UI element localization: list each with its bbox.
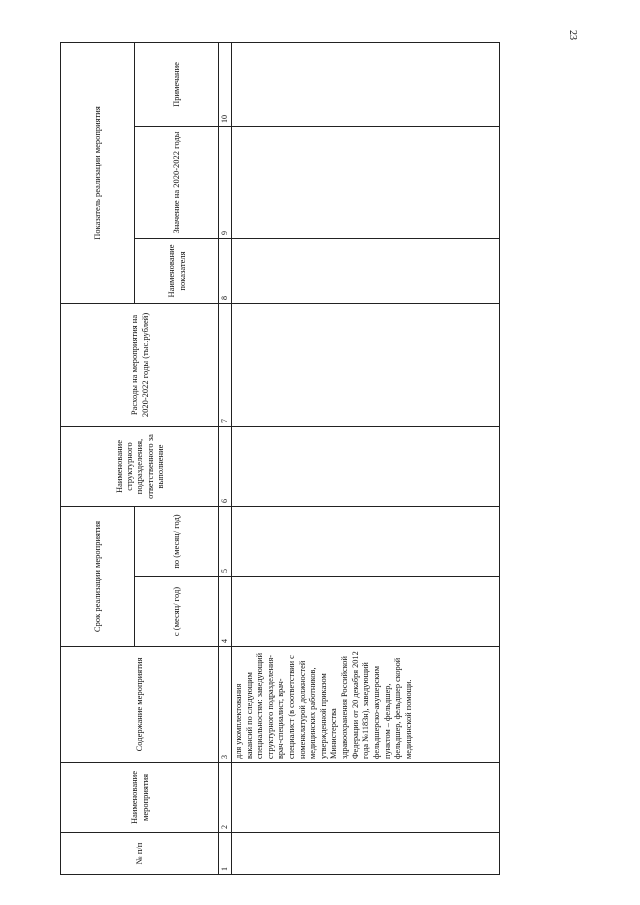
- table-wrapper: [60, 43, 500, 875]
- header-period-to: по (месяц/ год): [135, 507, 219, 577]
- header-row-1: [61, 43, 135, 875]
- cell-department: [232, 427, 500, 507]
- col-number: 3: [219, 647, 232, 763]
- cell-name: [232, 763, 500, 833]
- events-table: [60, 42, 500, 875]
- cell-from: [232, 577, 500, 647]
- cell-num: [232, 833, 500, 875]
- col-number: 10: [219, 43, 232, 127]
- col-number: 4: [219, 577, 232, 647]
- cell-note: [232, 43, 500, 127]
- col-number: 5: [219, 507, 232, 577]
- col-number: 6: [219, 427, 232, 507]
- header-department: Наименование структурного подразделения, ответственного за выполнение: [61, 427, 219, 507]
- header-period-from: с (месяц/ год): [135, 577, 219, 647]
- header-content: Содержание мероприятия: [61, 647, 219, 763]
- header-num: № п/п: [61, 833, 219, 875]
- col-number: 8: [219, 239, 232, 304]
- header-period: Срок реализации мероприятия: [61, 507, 135, 647]
- page-number: 23: [567, 30, 578, 40]
- col-number: 1: [219, 833, 232, 875]
- header-name: Наименование мероприятия: [61, 763, 219, 833]
- cell-expenses: [232, 304, 500, 427]
- header-indicator-name: Наименование показателя: [135, 239, 219, 304]
- header-indicator-value: Значение на 2020-2022 годы: [135, 127, 219, 239]
- header-note: Примечание: [135, 43, 219, 127]
- cell-indicator-name: [232, 239, 500, 304]
- header-indicator: Показатель реализации мероприятия: [61, 43, 135, 304]
- header-expenses: Расходы на мероприятия на 2020-2022 годы (тыс.рублей): [61, 304, 219, 427]
- cell-indicator-value: [232, 127, 500, 239]
- table-row: [232, 43, 500, 875]
- col-number: 7: [219, 304, 232, 427]
- col-number: 2: [219, 763, 232, 833]
- col-number: 9: [219, 127, 232, 239]
- cell-to: [232, 507, 500, 577]
- cell-content: для укомплектования вакансий по следующим специальностям: заведующий структурного подразделения-врач-специалист, врач-специалист (в соответствии с номенклатурой должностей медицинских работников, утвержденной приказом Министерства здравоохранения Российской Федерации от 20 декабря 2012 года №1183н), заведующий фельдшерско-акушерским пунктом – фельдшер, фельдшер, фельдшер скорой медицинской помощи.: [232, 647, 500, 763]
- column-numbers-row: [219, 43, 232, 875]
